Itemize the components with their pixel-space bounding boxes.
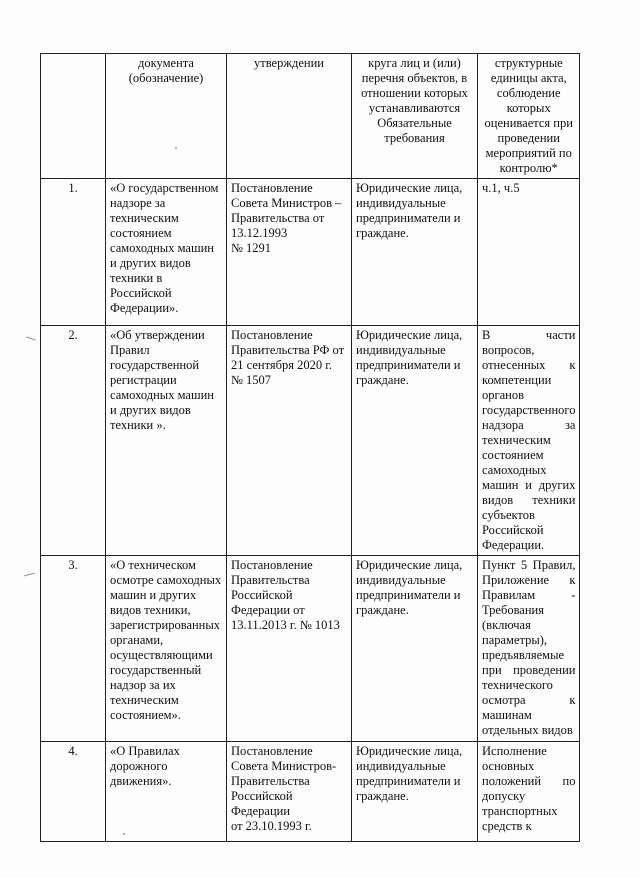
row-number: 3. xyxy=(41,556,106,742)
table-row xyxy=(41,556,580,742)
scan-dot xyxy=(123,833,125,835)
table-row xyxy=(41,326,580,556)
row-approval: Постановление Совета Министров – Правительства от 13.12.1993 № 1291 xyxy=(227,179,352,326)
scan-mark xyxy=(24,573,35,577)
row-approval: Постановление Правительства РФ от 21 сентября 2020 г. № 1507 xyxy=(227,326,352,556)
row-number: 4. xyxy=(41,742,106,842)
row-structural-units: В части вопросов, отнесенных к компетенции органов государственного надзора за техническим состоянием самоходных машин и других видов техники субъектов Российской Федерации. xyxy=(478,326,580,556)
row-document-name: «О Правилах дорожного движения». xyxy=(106,742,227,842)
row-persons-scope: Юридические лица, индивидуальные предприниматели и граждане. xyxy=(352,742,478,842)
row-number: 2. xyxy=(41,326,106,556)
row-persons-scope: Юридические лица, индивидуальные предприниматели и граждане. xyxy=(352,556,478,742)
row-structural-units: Исполнение основных положений по допуску транспортных средств к xyxy=(478,742,580,842)
header-structural-units: структурные единицы акта, соблюдение которых оценивается при проведении мероприятий по контролю* xyxy=(478,54,580,179)
header-document-name: документа (обозначение) xyxy=(106,54,227,179)
table-row xyxy=(41,179,580,326)
row-persons-scope: Юридические лица, индивидуальные предприниматели и граждане. xyxy=(352,326,478,556)
table-row xyxy=(41,742,580,842)
row-structural-units: Пункт 5 Правил, Приложение к Правилам - Требования (включая параметры), предъявляемые при проведении технического осмотра к машинам отдельных видов xyxy=(478,556,580,742)
row-approval: Постановление Правительства Российской Федерации от 13.11.2013 г. № 1013 xyxy=(227,556,352,742)
header-approval: утверждении xyxy=(227,54,352,179)
row-document-name: «О техническом осмотре самоходных машин и других видов техники, зарегистрированных органами, осуществляющими государственный надзор за их техническим состоянием». xyxy=(106,556,227,742)
row-persons-scope: Юридические лица, индивидуальные предприниматели и граждане. xyxy=(352,179,478,326)
row-document-name: «О государственном надзоре за техническим состоянием самоходных машин и других видов техники в Российской Федерации». xyxy=(106,179,227,326)
header-number-cell xyxy=(41,54,106,179)
row-approval: Постановление Совета Министров-Правительства Российской Федерации от 23.10.1993 г. xyxy=(227,742,352,842)
header-persons-scope: круга лиц и (или) перечня объектов, в отношении которых устанавливаются Обязательные требования xyxy=(352,54,478,179)
scan-dot xyxy=(175,147,177,149)
table-header-row xyxy=(41,54,580,179)
requirements-table xyxy=(40,53,580,842)
row-number: 1. xyxy=(41,179,106,326)
row-structural-units: ч.1, ч.5 xyxy=(478,179,580,326)
row-document-name: «Об утверждении Правил государственной регистрации самоходных машин и других видов техники ». xyxy=(106,326,227,556)
scan-mark xyxy=(26,336,36,340)
